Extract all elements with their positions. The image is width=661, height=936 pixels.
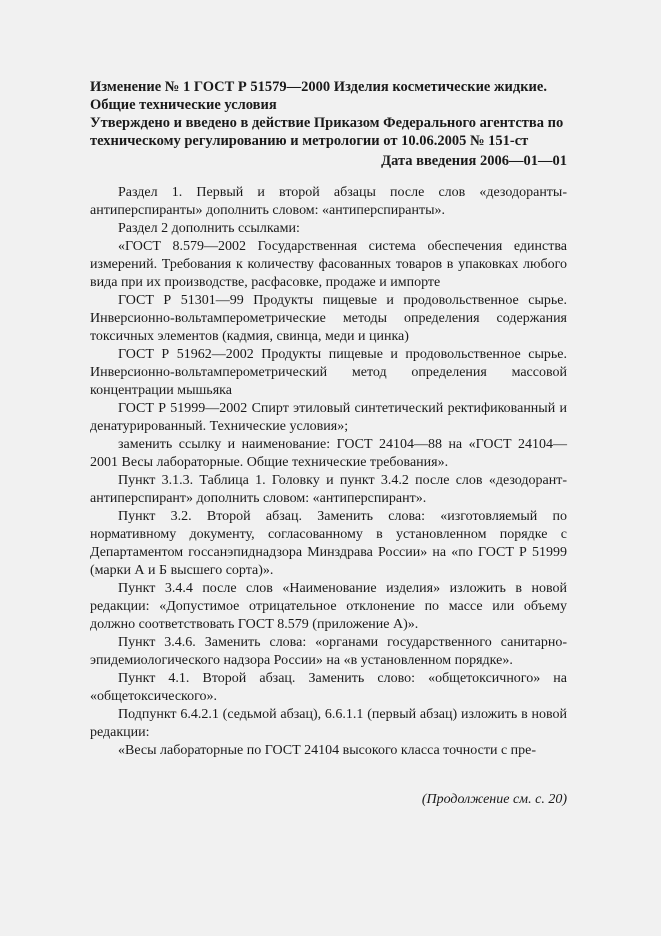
document-body: [90, 78, 567, 807]
title-line-2: Общие технические условия: [90, 97, 277, 113]
paragraph: Раздел 2 дополнить ссылками:: [118, 221, 300, 236]
paragraph: ГОСТ Р 51999—2002 Спирт этиловый синтетический ректификованный и денатурированный. Технические условия»;: [90, 401, 567, 434]
paragraph: Подпункт 6.4.2.1 (седьмой абзац), 6.6.1.1 (первый абзац) изложить в новой редакции:: [90, 707, 567, 740]
paragraph: Пункт 3.4.4 после слов «Наименование изделия» изложить в новой редакции: «Допустимое отрицательное отклонение по массе или объему должно соответствовать ГОСТ 8.579 (приложение А)».: [90, 581, 567, 632]
paragraph: заменить ссылку и наименование: ГОСТ 24104—88 на «ГОСТ 24104—2001 Весы лабораторные. Общие технические требования».: [90, 437, 567, 470]
approval-line-2: техническому регулированию и метрологии от 10.06.2005 № 151-ст: [90, 133, 529, 149]
effective-date: Дата введения 2006—01—01: [381, 153, 567, 169]
paragraph: Пункт 3.4.6. Заменить слова: «органами государственного санитарно-эпидемиологического надзора России» на «в установленном порядке».: [90, 635, 567, 668]
amendment-title: [90, 78, 567, 114]
paragraph: Пункт 3.2. Второй абзац. Заменить слова: «изготовляемый по нормативному документу, согласованному в установленном порядке с Департаментом госсанэпиднадзора Минздрава России» на «по ГОСТ Р 51999 (марки А и Б высшего сорта)».: [90, 509, 567, 578]
paragraph: ГОСТ Р 51962—2002 Продукты пищевые и продовольственное сырье. Инверсионно-вольтамперометрический метод определения массовой концентрации мышьяка: [90, 347, 567, 398]
approval-statement: [90, 114, 567, 150]
continuation-note: (Продолжение см. с. 20): [421, 792, 567, 807]
paragraph: ГОСТ Р 51301—99 Продукты пищевые и продовольственное сырье. Инверсионно-вольтамперометрические методы определения содержания токсичных элементов (кадмия, свинца, меди и цинка): [90, 293, 567, 344]
approval-line-1: Утверждено и введено в действие Приказом Федерального агентства по: [90, 115, 564, 131]
paragraph: Пункт 3.1.3. Таблица 1. Головку и пункт 3.4.2 после слов «дезодорант-антиперспирант» дополнить словом: «антиперспирант».: [90, 473, 567, 506]
paragraph: «Весы лабораторные по ГОСТ 24104 высокого класса точности с пре-: [118, 743, 537, 758]
paragraph: Раздел 1. Первый и второй абзацы после слов «дезодоранты-антиперспиранты» дополнить словом: «антиперспиранты».: [90, 185, 567, 218]
paragraph: «ГОСТ 8.579—2002 Государственная система обеспечения единства измерений. Требования к количеству фасованных товаров в упаковках любого вида при их производстве, расфасовке, продаже и импорте: [90, 239, 567, 290]
paragraph: Пункт 4.1. Второй абзац. Заменить слово: «общетоксичного» на «общетоксического».: [90, 671, 567, 704]
title-line-1: Изменение № 1 ГОСТ Р 51579—2000 Изделия косметические жидкие.: [90, 79, 547, 95]
